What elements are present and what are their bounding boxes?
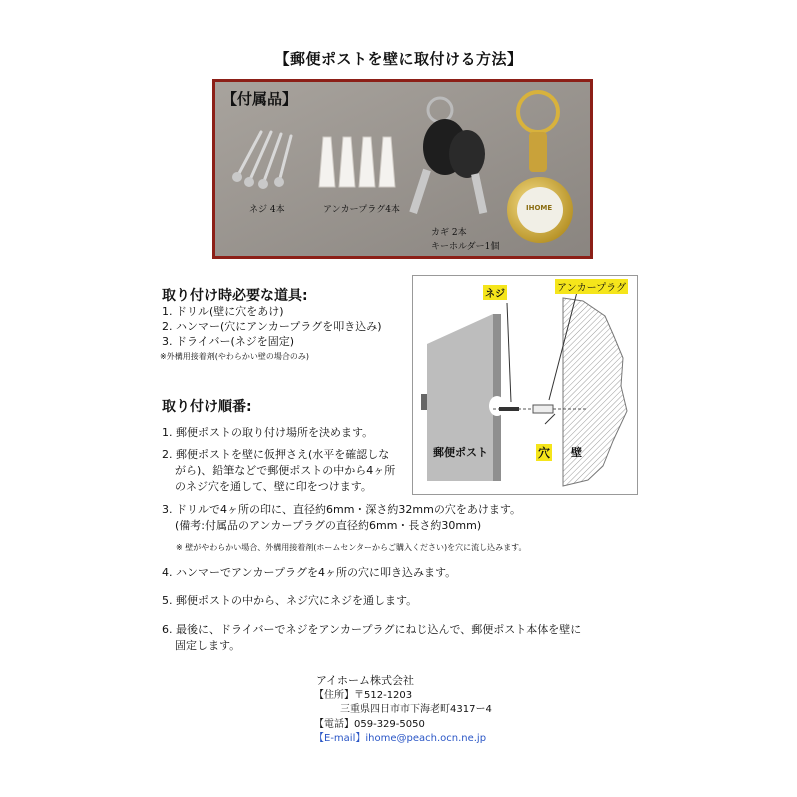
keys-caption: カギ 2本	[431, 228, 467, 238]
tool-item-driver: 3. ドライバー(ネジを固定)	[162, 335, 295, 348]
accessories-photo	[212, 79, 593, 259]
wall-label: 壁	[571, 446, 582, 459]
accessories-label: 【付属品】	[222, 90, 298, 108]
tools-heading: 取り付け時必要な道具:	[162, 288, 308, 304]
page-title: 【郵便ポストを壁に取付ける方法】	[274, 50, 523, 68]
step-6: 6. 最後に、ドライバーでネジをアンカープラグにねじ込んで、郵便ポスト本体を壁に 固定します。	[162, 623, 582, 652]
hole-label: 穴	[538, 446, 551, 460]
screws-caption: ネジ 4本	[249, 205, 285, 215]
step-3-note: ※ 壁がやわらかい場合、外構用接着剤(ホームセンターからご購入ください)を穴に流し込みます。	[176, 543, 527, 552]
screw-label: ネジ	[483, 285, 507, 300]
company-address-block: 【住所】〒512-1203 三重県四日市市下海老町4317ー4	[314, 690, 492, 715]
tool-item-drill: 1. ドリル(壁に穴をあけ)	[162, 305, 284, 318]
installation-diagram	[412, 275, 638, 495]
keytag-text: IHOME	[526, 204, 553, 212]
tools-list	[162, 304, 382, 349]
step-5: 5. 郵便ポストの中から、ネジ穴にネジを通します。	[162, 594, 418, 607]
anchor-shape	[533, 405, 553, 413]
step-1: 1. 郵便ポストの取り付け場所を決めます。	[162, 426, 374, 439]
step-3: 3. ドリルで4ヶ所の印に、直径約6mm・深さ約32mmの穴をあけます。 (備考:付属品のアンカープラグの直径約6mm・長さ約30mm)	[162, 503, 521, 532]
postal-code: 〒512-1203	[354, 690, 413, 701]
address: 三重県四日市市下海老町4317ー4	[340, 704, 492, 715]
company-email[interactable]: 【E-mail】ihome@peach.ocn.ne.jp	[314, 733, 487, 744]
procedure-heading: 取り付け順番:	[162, 399, 252, 415]
diagram-drawing	[413, 276, 637, 494]
anchors-caption: アンカープラグ4本	[323, 205, 400, 215]
anchor-plug-label: アンカープラグ	[555, 279, 628, 294]
tools-note: ※外構用接着剤(やわらかい壁の場合のみ)	[160, 352, 309, 361]
post-label: 郵便ポスト	[433, 446, 488, 459]
email-link[interactable]: ihome@peach.ocn.ne.jp	[365, 733, 487, 744]
screw-shape	[499, 407, 519, 411]
keyholder-caption: キーホルダー1個	[431, 242, 500, 252]
step-2: 2. 郵便ポストを壁に仮押さえ(水平を確認しな がら)、鉛筆などで郵便ポストの中から4ヶ所 のネジ穴を通して、壁に印をつけます。	[162, 448, 396, 493]
tool-item-hammer: 2. ハンマー(穴にアンカープラグを叩き込み)	[162, 320, 382, 333]
step-4: 4. ハンマーでアンカープラグを4ヶ所の穴に叩き込みます。	[162, 566, 457, 579]
company-phone: 【電話】059-329-5050	[314, 719, 425, 730]
company-name: アイホーム株式会社	[316, 674, 415, 687]
